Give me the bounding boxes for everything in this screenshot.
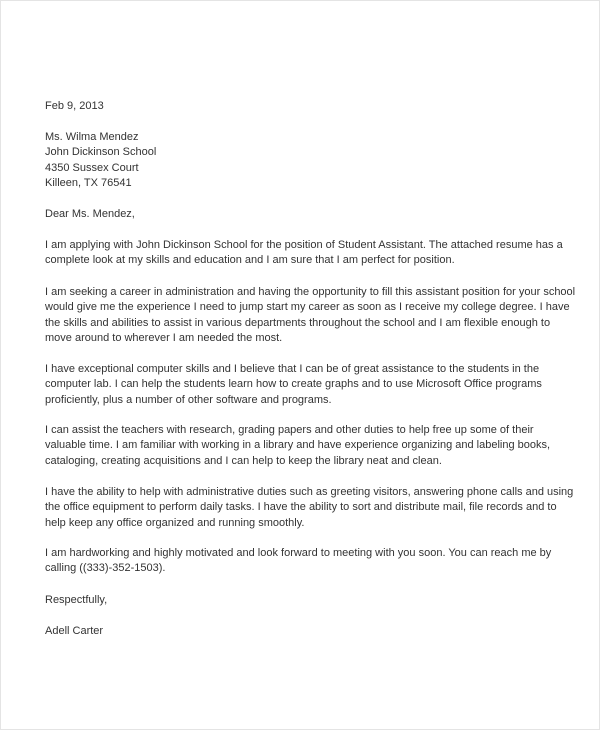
salutation-text: Dear Ms. Mendez, [45,208,135,220]
signature-name: Adell Carter [45,625,104,637]
paragraph-5 [45,485,573,531]
paragraph-line: proficiently, plus a number of other software and programs. [45,393,332,406]
recipient-city: Killeen, TX 76541 [45,177,132,190]
signature [45,624,103,639]
paragraph-line: I have the ability to help with administrative duties such as greeting visitors, answering phone calls and using [45,486,574,498]
paragraph-4 [45,423,550,469]
paragraph-line: I have exceptional computer skills and I believe that I can be of great assistance to the students in the [45,363,540,375]
paragraph-line: move around to wherever I am needed the most. [45,332,283,345]
paragraph-line: I am seeking a career in administration and having the opportunity to fill this assistant position for your school [45,286,576,298]
salutation [45,207,135,222]
paragraph-line: computer lab. I can help the students learn how to create graphs and to use Microsoft Office programs [45,378,542,391]
paragraph-3 [45,362,542,408]
recipient-address [45,130,156,192]
paragraph-line: would give me the experience I need to jump start my career as soon as I receive my college degree. I have [45,301,570,314]
paragraph-line: cataloging, creating acquisitions and I can help to keep the library neat and clean. [45,454,442,467]
paragraph-line: I can assist the teachers with research, grading papers and other duties to help free up some of their [45,424,534,436]
paragraph-1 [45,238,563,269]
recipient-name: Ms. Wilma Mendez [45,131,139,143]
paragraph-line: I am applying with John Dickinson School for the position of Student Assistant. The attached resume has a [45,239,563,251]
closing-text: Respectfully, [45,594,108,606]
recipient-street: 4350 Sussex Court [45,161,139,174]
paragraph-line: the office equipment to perform daily tasks. I have the ability to sort and distribute mail, file records and to [45,501,557,514]
closing [45,593,107,608]
paragraph-line: valuable time. I am familiar with working in a library and have experience organizing and labeling books, [45,439,551,452]
date-text: Feb 9, 2013 [45,100,104,112]
paragraph-6 [45,546,551,577]
paragraph-line: calling ((333)-352-1503). [45,562,166,575]
paragraph-line: I am hardworking and highly motivated and look forward to meeting with you soon. You can reach me by [45,547,552,559]
letter-date [45,99,104,114]
paragraph-line: help keep any office organized and running smoothly. [45,516,305,529]
paragraph-line: the skills and abilities to assist in various departments throughout the school and I am flexible enough to [45,316,551,329]
paragraph-2 [45,285,575,347]
recipient-organization: John Dickinson School [45,146,157,159]
paragraph-line: complete look at my skills and education and I am sure that I am perfect for position. [45,254,455,267]
